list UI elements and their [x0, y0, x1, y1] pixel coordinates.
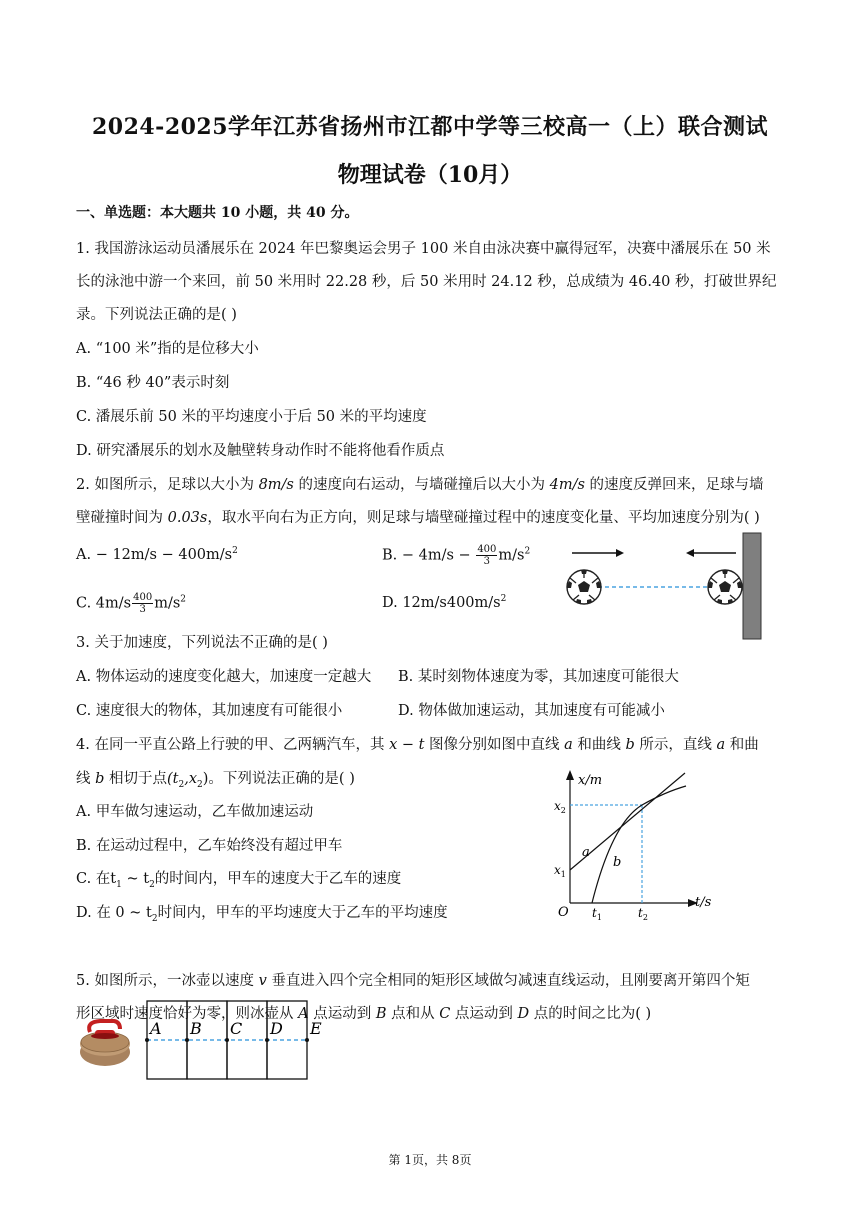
- q2-line1: [76, 473, 764, 494]
- q4-text: 的时间内，甲车的速度大于乙车的速度: [154, 871, 402, 887]
- q5-math: B: [375, 1006, 387, 1022]
- q3-option-b: B. 某时刻物体速度为零，其加速度可能很大: [398, 669, 679, 685]
- fraction-numerator: 400: [133, 592, 153, 603]
- xt-graph: [550, 768, 720, 923]
- q5-math: D: [517, 1006, 530, 1022]
- q1-option-c: C. 潘展乐前 50 米的平均速度小于后 50 米的平均速度: [76, 409, 427, 425]
- q2-text: ，取水平向右为正方向，则足球与墙壁碰撞过程中的速度变化量、平均加速度分别为( ): [207, 510, 760, 526]
- t1-label: $t_1$: [592, 906, 602, 922]
- y-axis-label: x/m: [578, 773, 603, 788]
- page-footer: 第 1页，共 8页: [388, 1153, 472, 1167]
- soccer-ball-icon: [567, 570, 601, 604]
- q2-math: 4m/s: [549, 477, 585, 493]
- q2-superscript: 2: [500, 594, 507, 604]
- q2-text: 壁碰撞时间为: [76, 510, 168, 526]
- fraction-denominator: 3: [483, 556, 491, 567]
- q5-text: 点的时间之比为( ): [529, 1006, 652, 1022]
- point-d-label: D: [270, 1019, 283, 1038]
- q4-line2: [76, 767, 355, 790]
- q2-option-c-text: C. 4m/s: [76, 595, 132, 612]
- fraction-denominator: 3: [139, 604, 146, 615]
- left-arrow-icon: [686, 549, 736, 557]
- x-axis-label: t/s: [695, 895, 712, 910]
- q4-math: x − t: [389, 737, 425, 753]
- q4-line1: [76, 733, 759, 754]
- label-a: a: [582, 845, 590, 860]
- q2-fraction: [132, 592, 153, 615]
- q2-option-a: [76, 546, 238, 563]
- point-a-label: A: [150, 1019, 162, 1038]
- point-c-label: C: [230, 1019, 243, 1038]
- q4-math: b: [95, 771, 105, 787]
- q2-option-b: [382, 544, 530, 567]
- q2-math: 0.03s: [167, 510, 208, 526]
- curling-figure: [76, 996, 336, 1086]
- q5-text: 垂直进入四个完全相同的矩形区域做匀减速直线运动，且刚要离开第四个矩: [266, 973, 750, 989]
- q4-option-b: B. 在运动过程中，乙车始终没有超过甲车: [76, 838, 343, 854]
- q4-text: ~ t: [121, 871, 150, 887]
- right-arrow-icon: [572, 549, 624, 557]
- q4-text: 4. 在同一平直公路上行驶的甲、乙两辆汽车，其: [76, 737, 390, 753]
- q4-subscript: 2: [151, 913, 158, 924]
- q4-text: 线: [76, 771, 96, 787]
- q5-text: 5. 如图所示，一冰壶以速度: [76, 973, 259, 989]
- q5-math: v: [258, 973, 267, 989]
- q2-option-d-text: D. 12m/s400m/s: [382, 594, 501, 611]
- q4-subscript: 2: [197, 779, 203, 790]
- exam-title-line2: 物理试卷（10月）: [337, 162, 523, 188]
- q3-option-a: A. 物体运动的速度变化越大，加速度一定越大: [76, 669, 372, 685]
- q2-option-b-text: B. − 4m/s −: [382, 547, 476, 564]
- section-heading: 一、单选题：本大题共 10 小题，共 40 分。: [76, 205, 359, 221]
- q5-line1: [76, 969, 750, 990]
- q4-text: 相切于点: [104, 771, 168, 787]
- q2-text: 2. 如图所示，足球以大小为: [76, 477, 259, 493]
- q1-line2: 长的泳池中游一个来回，前 50 米用时 22.28 秒，后 50 米用时 24.12 秒，总成绩为 46.40 秒，打破世界纪: [76, 274, 777, 290]
- curling-stone-icon: [80, 1021, 130, 1066]
- exam-title-line1: 2024-2025学年江苏省扬州市江都中学等三校高一（上）联合测试: [91, 114, 769, 140]
- q4-math: a: [716, 737, 726, 753]
- point-e-label: E: [310, 1019, 322, 1038]
- q5-text: 点和从: [386, 1006, 440, 1022]
- q2-superscript: 2: [232, 546, 238, 556]
- curve-b: [592, 786, 686, 903]
- origin-label: O: [558, 905, 569, 920]
- q2-superscript: 2: [524, 546, 531, 557]
- q4-text: C. 在t: [76, 871, 117, 887]
- x2-label: $x_2$: [554, 799, 566, 815]
- q2-superscript: 2: [180, 594, 187, 605]
- q4-text: 和曲: [725, 737, 759, 753]
- q1-option-d: D. 研究潘展乐的划水及触壁转身动作时不能将他看作质点: [76, 443, 445, 459]
- q2-fraction: [476, 544, 497, 567]
- q4-text: 和曲线: [572, 737, 626, 753]
- q3-option-c: C. 速度很大的物体，其加速度有可能很小: [76, 703, 343, 719]
- q2-option-c: [76, 592, 186, 615]
- q3-option-d: D. 物体做加速运动，其加速度有可能减小: [398, 703, 665, 719]
- soccer-ball-icon: [708, 570, 742, 604]
- x1-label: $x_1$: [554, 863, 566, 879]
- q4-option-a: A. 甲车做匀速运动，乙车做加速运动: [76, 804, 314, 820]
- q2-option-a-text: A. − 12m/s − 400m/s: [76, 546, 233, 563]
- q1-line3: 录。下列说法正确的是( ): [76, 307, 237, 323]
- q2-math: 8m/s: [258, 477, 294, 493]
- q4-subscript: 1: [116, 879, 122, 890]
- q4-math: b: [625, 737, 635, 753]
- point-b-label: B: [190, 1019, 202, 1038]
- q4-text: 时间内，甲车的平均速度大于乙车的平均速度: [157, 905, 448, 921]
- q4-text: )。下列说法正确的是( ): [202, 771, 355, 787]
- q5-math: A: [298, 1006, 309, 1022]
- label-b: b: [613, 855, 622, 870]
- q4-text: 所示，直线: [634, 737, 717, 753]
- q1-line1: 1. 我国游泳运动员潘展乐在 2024 年巴黎奥运会男子 100 米自由泳决赛中赢得冠军，决赛中潘展乐在 50 米: [76, 241, 771, 257]
- q4-option-c: [76, 867, 401, 890]
- t2-label: $t_2$: [638, 906, 648, 922]
- q4-text: 图像分别如图中直线: [424, 737, 565, 753]
- q2-text: 的速度反弹回来，足球与墙: [584, 477, 764, 493]
- q2-option-b-unit: m/s: [498, 547, 525, 564]
- q4-subscript: 2: [178, 779, 185, 790]
- q3-stem: 3. 关于加速度，下列说法不正确的是( ): [76, 635, 328, 651]
- q2-option-c-unit: m/s: [154, 595, 181, 612]
- q2-line2: [76, 506, 760, 527]
- q4-text: D. 在 0 ~ t: [76, 905, 152, 921]
- q4-math: (t: [167, 771, 179, 787]
- q5-text: 点运动到: [450, 1006, 518, 1022]
- q5-text: 形区域时速度恰好为零，则冰壶从: [76, 1006, 299, 1022]
- fraction-numerator: 400: [477, 544, 497, 555]
- q1-option-a: A. “100 米”指的是位移大小: [76, 341, 259, 357]
- q5-text: 点运动到: [308, 1006, 376, 1022]
- q1-option-b: B. “46 秒 40”表示时刻: [76, 375, 230, 391]
- wall: [743, 533, 761, 639]
- q2-text: 的速度向右运动，与墙碰撞后以大小为: [293, 477, 550, 493]
- q2-option-d: [382, 594, 506, 611]
- q4-subscript: 2: [149, 879, 155, 890]
- soccer-wall-figure: [560, 530, 770, 642]
- q4-option-d: [76, 901, 448, 924]
- q4-math: a: [564, 737, 573, 753]
- q4-math: ,x: [184, 771, 198, 787]
- q5-math: C: [439, 1006, 451, 1022]
